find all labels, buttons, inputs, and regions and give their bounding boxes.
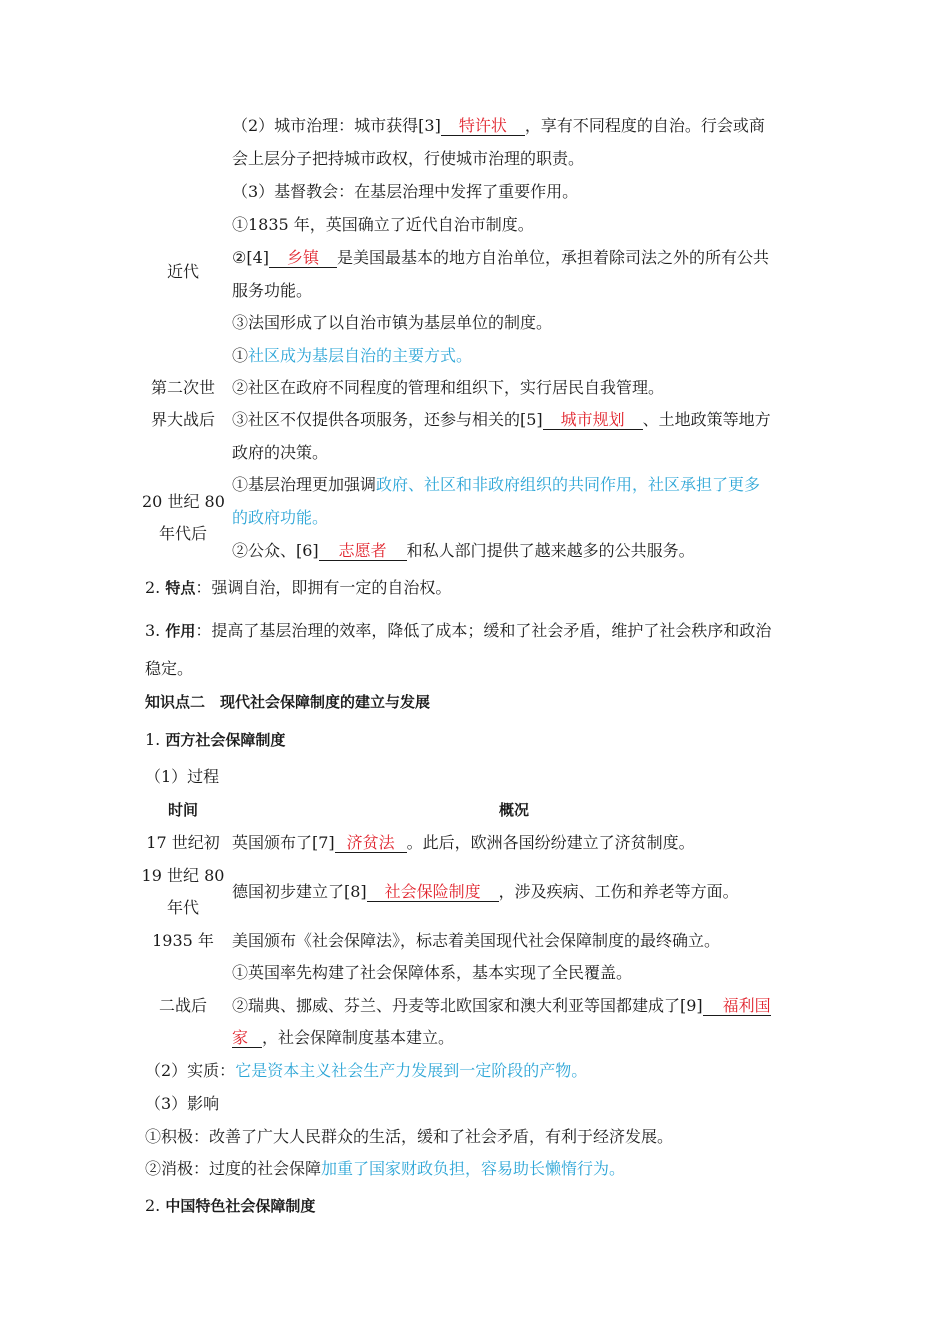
text: ，涉及疾病、工伤和养老等方面。 [498, 882, 739, 901]
text: 。此后，欧洲各国纷纷建立了济贫制度。 [406, 833, 695, 852]
text: ②公众、[6] [232, 541, 319, 560]
answer-blank-9 [703, 996, 771, 1016]
modern-line-1 [232, 116, 765, 136]
essence-line [145, 1061, 587, 1081]
text: ②[4] [232, 248, 270, 267]
modern-line-3: （3）基督教会：在基层治理中发挥了重要作用。 [232, 182, 579, 201]
table-time-cell-1: 19 世纪 80 [141, 866, 225, 885]
knowledge-point-2-title: 知识点二 现代社会保障制度的建立与发展 [145, 693, 431, 711]
era-label-1980s-1: 20 世纪 80 [142, 492, 225, 511]
modern-line-5 [232, 248, 769, 268]
modern-line-7: ③法国形成了以自治市镇为基层单位的制度。 [232, 313, 553, 332]
postwar-line-2: ②社区在政府不同程度的管理和组织下，实行居民自我管理。 [232, 378, 665, 397]
table-desc-line-2 [232, 996, 771, 1016]
postwar-line-4: 政府的决策。 [232, 443, 329, 462]
answer-text: 家 [232, 1028, 249, 1047]
1980s-line-3 [232, 541, 695, 561]
highlight-text: 它是资本主义社会生产力发展到一定阶段的产物。 [235, 1061, 588, 1080]
text: ②消极：过度的社会保障 [145, 1159, 322, 1178]
impact-negative [145, 1159, 625, 1179]
modern-line-6: 服务功能。 [232, 281, 313, 300]
postwar-line-3 [232, 410, 771, 430]
impact-heading: （3）影响 [145, 1094, 220, 1113]
answer-text: 志愿者 [338, 541, 387, 560]
text: 英国颁布了[7] [232, 833, 335, 852]
table-desc-cell [232, 833, 695, 853]
table-header-overview: 概况 [498, 801, 529, 819]
table-header-time: 时间 [167, 801, 198, 819]
text: ，社会保障制度基本建立。 [262, 1028, 455, 1047]
sub-heading-2 [145, 1196, 315, 1216]
point-text: ：提高了基层治理的效率，降低了成本；缓和了社会矛盾，维护了社会秩序和政治 [195, 621, 772, 640]
sub-number: 1. [145, 730, 166, 749]
era-label-1980s-2: 年代后 [158, 524, 207, 543]
point-heading: 特点 [165, 579, 196, 597]
point-2-features [145, 578, 451, 598]
table-desc-cell [232, 882, 739, 902]
sub-number: 2. [145, 1196, 166, 1215]
answer-text: 社会保险制度 [384, 882, 481, 901]
answer-text: 济贫法 [346, 833, 395, 852]
sub-heading-1 [145, 730, 285, 750]
sub-title: 西方社会保障制度 [165, 731, 286, 749]
era-label-postwar-1: 第二次世 [150, 378, 215, 397]
answer-blank-3 [441, 116, 525, 136]
text: ① [232, 346, 249, 365]
point-number: 2. [145, 578, 166, 597]
impact-positive: ①积极：改善了广大人民群众的生活，缓和了社会矛盾，有利于经济发展。 [145, 1127, 674, 1146]
highlight-text: 加重了国家财政负担，容易助长懒惰行为。 [321, 1159, 626, 1178]
point-3-effects-cont: 稳定。 [145, 659, 194, 678]
table-desc-line-3 [232, 1028, 454, 1048]
highlight-text: 社区成为基层自治的主要方式。 [248, 346, 473, 365]
text: 是美国最基本的地方自治单位，承担着除司法之外的所有公共 [337, 248, 770, 267]
text: （2）实质： [145, 1061, 236, 1080]
text: （2）城市治理：城市获得[3] [232, 116, 441, 135]
table-desc-line-1: ①英国率先构建了社会保障体系，基本实现了全民覆盖。 [232, 963, 633, 982]
answer-blank-4 [269, 248, 337, 268]
table-time-cell: 17 世纪初 [146, 833, 220, 852]
postwar-line-1 [232, 346, 472, 366]
text: 、土地政策等地方 [642, 410, 771, 429]
1980s-line-2: 的政府功能。 [232, 508, 329, 527]
table-time-cell-2: 年代 [166, 898, 199, 917]
text: ②瑞典、挪威、芬兰、丹麦等北欧国家和澳大利亚等国都建成了[9] [232, 996, 703, 1015]
answer-text: 福利国 [722, 996, 771, 1015]
modern-line-4: ①1835 年，英国确立了近代自治市制度。 [232, 215, 534, 234]
answer-blank-8 [367, 882, 499, 902]
table-time-cell: 二战后 [158, 996, 207, 1015]
process-heading: （1）过程 [145, 767, 220, 786]
answer-blank-5 [543, 410, 643, 430]
text: 德国初步建立了[8] [232, 882, 367, 901]
table-time-cell: 1935 年 [152, 931, 214, 950]
point-3-effects [145, 621, 771, 641]
answer-blank-6 [319, 541, 407, 561]
text: ，享有不同程度的自治。行会或商 [524, 116, 765, 135]
era-label-modern: 近代 [166, 262, 199, 281]
1980s-line-1 [232, 475, 760, 495]
answer-text: 乡镇 [287, 248, 320, 267]
point-heading: 作用 [165, 622, 196, 640]
text: 和私人部门提供了越来越多的公共服务。 [406, 541, 695, 560]
answer-blank-7 [335, 833, 407, 853]
text: ③社区不仅提供各项服务，还参与相关的[5] [232, 410, 543, 429]
answer-blank-9-cont [232, 1028, 262, 1048]
point-text: ：强调自治，即拥有一定的自治权。 [195, 578, 452, 597]
era-label-postwar-2: 界大战后 [150, 410, 215, 429]
answer-text: 特许状 [458, 116, 507, 135]
modern-line-2: 会上层分子把持城市政权，行使城市治理的职责。 [232, 149, 585, 168]
sub-title: 中国特色社会保障制度 [165, 1197, 316, 1215]
answer-text: 城市规划 [560, 410, 625, 429]
highlight-text: 政府、社区和非政府组织的共同作用，社区承担了更多 [376, 475, 761, 494]
table-desc-cell: 美国颁布《社会保障法》，标志着美国现代社会保障制度的最终确立。 [232, 931, 721, 950]
text: ①基层治理更加强调 [232, 475, 377, 494]
point-number: 3. [145, 621, 166, 640]
